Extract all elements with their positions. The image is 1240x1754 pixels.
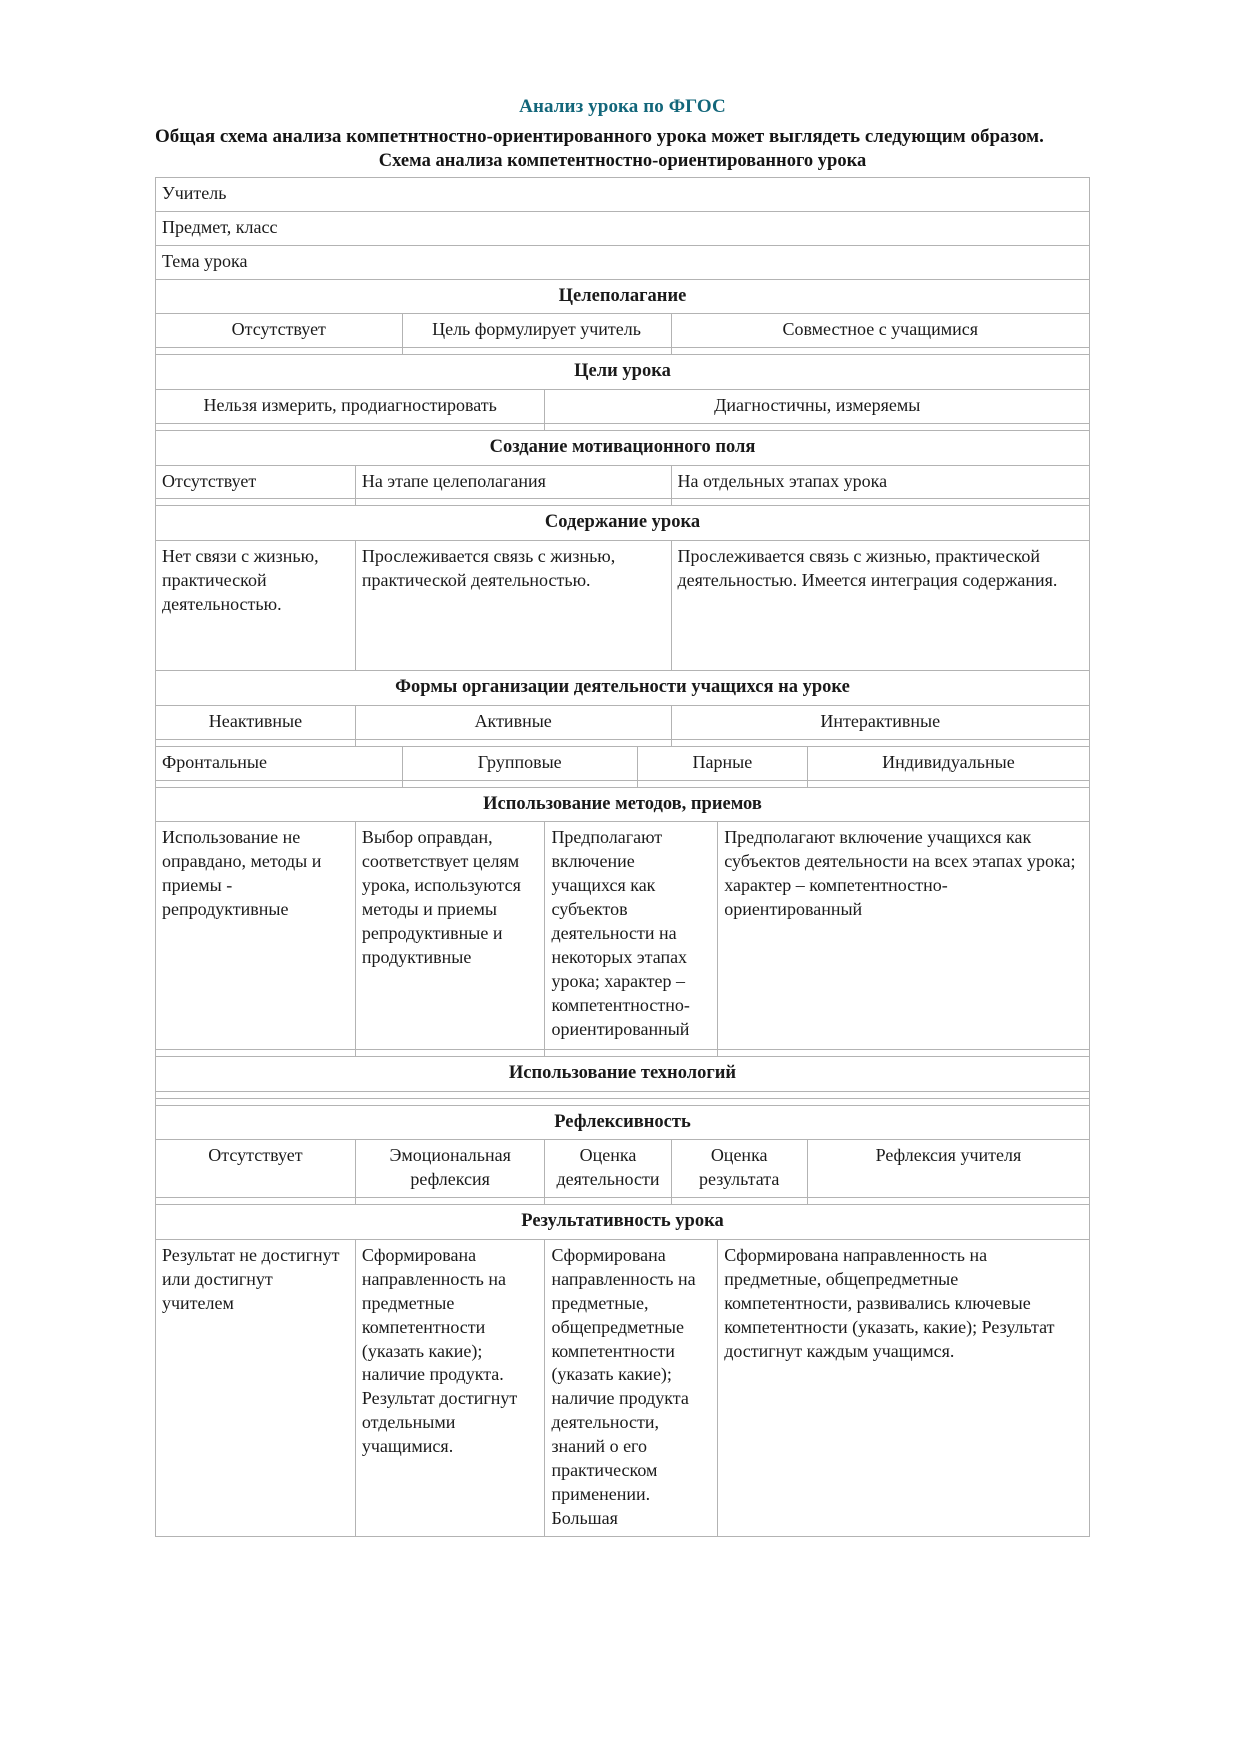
section-heading-lesson-goals: Цели урока [156,355,1090,390]
option-result-key-competence[interactable]: Сформирована направленность на предметные, общепредметные компетентности, развивались ключевые компетентности (указать, какие); Результат достигнут каждым учащимся. [718,1239,1090,1536]
divider-cell [355,1198,545,1205]
field-subject-class[interactable]: Предмет, класс [156,212,1090,246]
table-row [156,178,1090,212]
section-heading-activity-forms: Формы организации деятельности учащихся на уроке [156,671,1090,706]
intro-paragraph: Общая схема анализа компетнтностно-ориентированного урока может выглядеть следующим образом. [155,126,1044,147]
section-heading-reflexivity: Рефлексивность [156,1105,1090,1140]
option-reflex-absent[interactable]: Отсутствует [156,1140,356,1198]
divider-cell [355,1050,545,1057]
section-heading-goal-setting: Целеполагание [156,279,1090,314]
option-forms-interactive[interactable]: Интерактивные [671,705,1090,739]
option-result-general-competence[interactable]: Сформирована направленность на предметные, общепредметные компетентности (указать какие); наличие продукта деятельности, знаний о его практическом применении. Большая [545,1239,718,1536]
section-divider [156,423,1090,430]
section-heading-technologies-usage: Использование технологий [156,1057,1090,1092]
divider-cell [402,780,637,787]
divider-cell [156,1091,1090,1098]
table-row [156,245,1090,279]
section-divider [156,1050,1090,1057]
table-row [156,671,1090,706]
option-forms-active[interactable]: Активные [355,705,671,739]
divider-cell [545,423,1090,430]
table-row [156,212,1090,246]
table-row [156,746,1090,780]
table-row [156,430,1090,465]
section-divider [156,780,1090,787]
section-heading-lesson-content: Содержание урока [156,506,1090,541]
table-row [156,279,1090,314]
option-goals-not-measurable[interactable]: Нельзя измерить, продиагностировать [156,390,545,424]
option-forms-individual[interactable]: Индивидуальные [807,746,1089,780]
option-motivation-absent[interactable]: Отсутствует [156,465,356,499]
divider-cell [156,499,356,506]
table-row [156,822,1090,1050]
table-row [156,355,1090,390]
option-methods-some-stages[interactable]: Предполагают включение учащихся как субъектов деятельности на некоторых этапах урока; характер – компетентностно-ориентированный [545,822,718,1050]
section-heading-lesson-effectiveness: Результативность урока [156,1205,1090,1240]
option-reflex-teacher[interactable]: Рефлексия учителя [807,1140,1089,1198]
divider-cell [637,780,807,787]
divider-cell [156,423,545,430]
section-divider [156,739,1090,746]
page-title: Анализ урока по ФГОС [519,96,726,117]
table-row [156,506,1090,541]
section-divider [156,499,1090,506]
scheme-subtitle: Схема анализа компетентностно-ориентированного урока [378,151,867,172]
table-row [156,787,1090,822]
section-divider [156,1098,1090,1105]
option-content-link[interactable]: Прослеживается связь с жизнью, практической деятельностью. [355,541,671,671]
option-goal-setting-joint[interactable]: Совместное с учащимися [671,314,1090,348]
section-divider [156,348,1090,355]
option-forms-inactive[interactable]: Неактивные [156,705,356,739]
option-forms-frontal[interactable]: Фронтальные [156,746,403,780]
divider-cell [156,348,403,355]
table-row [156,390,1090,424]
option-goal-setting-absent[interactable]: Отсутствует [156,314,403,348]
divider-cell [156,1198,356,1205]
table-row [156,465,1090,499]
divider-cell [355,739,671,746]
option-content-link-integration[interactable]: Прослеживается связь с жизнью, практической деятельностью. Имеется интеграция содержания. [671,541,1090,671]
option-result-subject-competence[interactable]: Сформирована направленность на предметные компетентности (указать какие); наличие продукта. Результат достигнут отдельными учащимися. [355,1239,545,1536]
divider-cell [807,1198,1089,1205]
option-goals-measurable[interactable]: Диагностичны, измеряемы [545,390,1090,424]
section-divider [156,1091,1090,1098]
divider-cell [156,1098,1090,1105]
option-motivation-goal-stage[interactable]: На этапе целеполагания [355,465,671,499]
option-reflex-emotional[interactable]: Эмоциональная рефлексия [355,1140,545,1198]
divider-cell [671,1198,807,1205]
option-methods-unjustified[interactable]: Использование не оправдано, методы и приемы - репродуктивные [156,822,356,1050]
option-methods-all-stages[interactable]: Предполагают включение учащихся как субъектов деятельности на всех этапах урока; характер – компетентностно-ориентированный [718,822,1090,1050]
field-lesson-topic[interactable]: Тема урока [156,245,1090,279]
divider-cell [718,1050,1090,1057]
divider-cell [156,1050,356,1057]
divider-cell [545,1050,718,1057]
table-row [156,1239,1090,1536]
divider-cell [355,499,671,506]
section-heading-motivation-field: Создание мотивационного поля [156,430,1090,465]
option-methods-justified[interactable]: Выбор оправдан, соответствует целям урока, используются методы и приемы репродуктивные и продуктивные [355,822,545,1050]
option-reflex-result-assessment[interactable]: Оценка результата [671,1140,807,1198]
field-teacher[interactable]: Учитель [156,178,1090,212]
option-result-not-achieved[interactable]: Результат не достигнут или достигнут учителем [156,1239,356,1536]
section-divider [156,1198,1090,1205]
table-row [156,1105,1090,1140]
divider-cell [156,739,356,746]
divider-cell [807,780,1089,787]
table-row [156,314,1090,348]
table-row [156,1205,1090,1240]
option-content-no-link[interactable]: Нет связи с жизнью, практической деятельностью. [156,541,356,671]
divider-cell [671,348,1090,355]
divider-cell [671,739,1090,746]
divider-cell [545,1198,671,1205]
option-goal-setting-teacher[interactable]: Цель формулирует учитель [402,314,671,348]
divider-cell [156,780,403,787]
option-reflex-activity-assessment[interactable]: Оценка деятельности [545,1140,671,1198]
lesson-analysis-table [155,177,1090,1537]
divider-cell [671,499,1090,506]
table-row [156,541,1090,671]
table-row [156,705,1090,739]
option-forms-pair[interactable]: Парные [637,746,807,780]
option-motivation-some-stages[interactable]: На отдельных этапах урока [671,465,1090,499]
section-heading-methods-usage: Использование методов, приемов [156,787,1090,822]
option-forms-group[interactable]: Групповые [402,746,637,780]
table-row [156,1057,1090,1092]
divider-cell [402,348,671,355]
table-row [156,1140,1090,1198]
